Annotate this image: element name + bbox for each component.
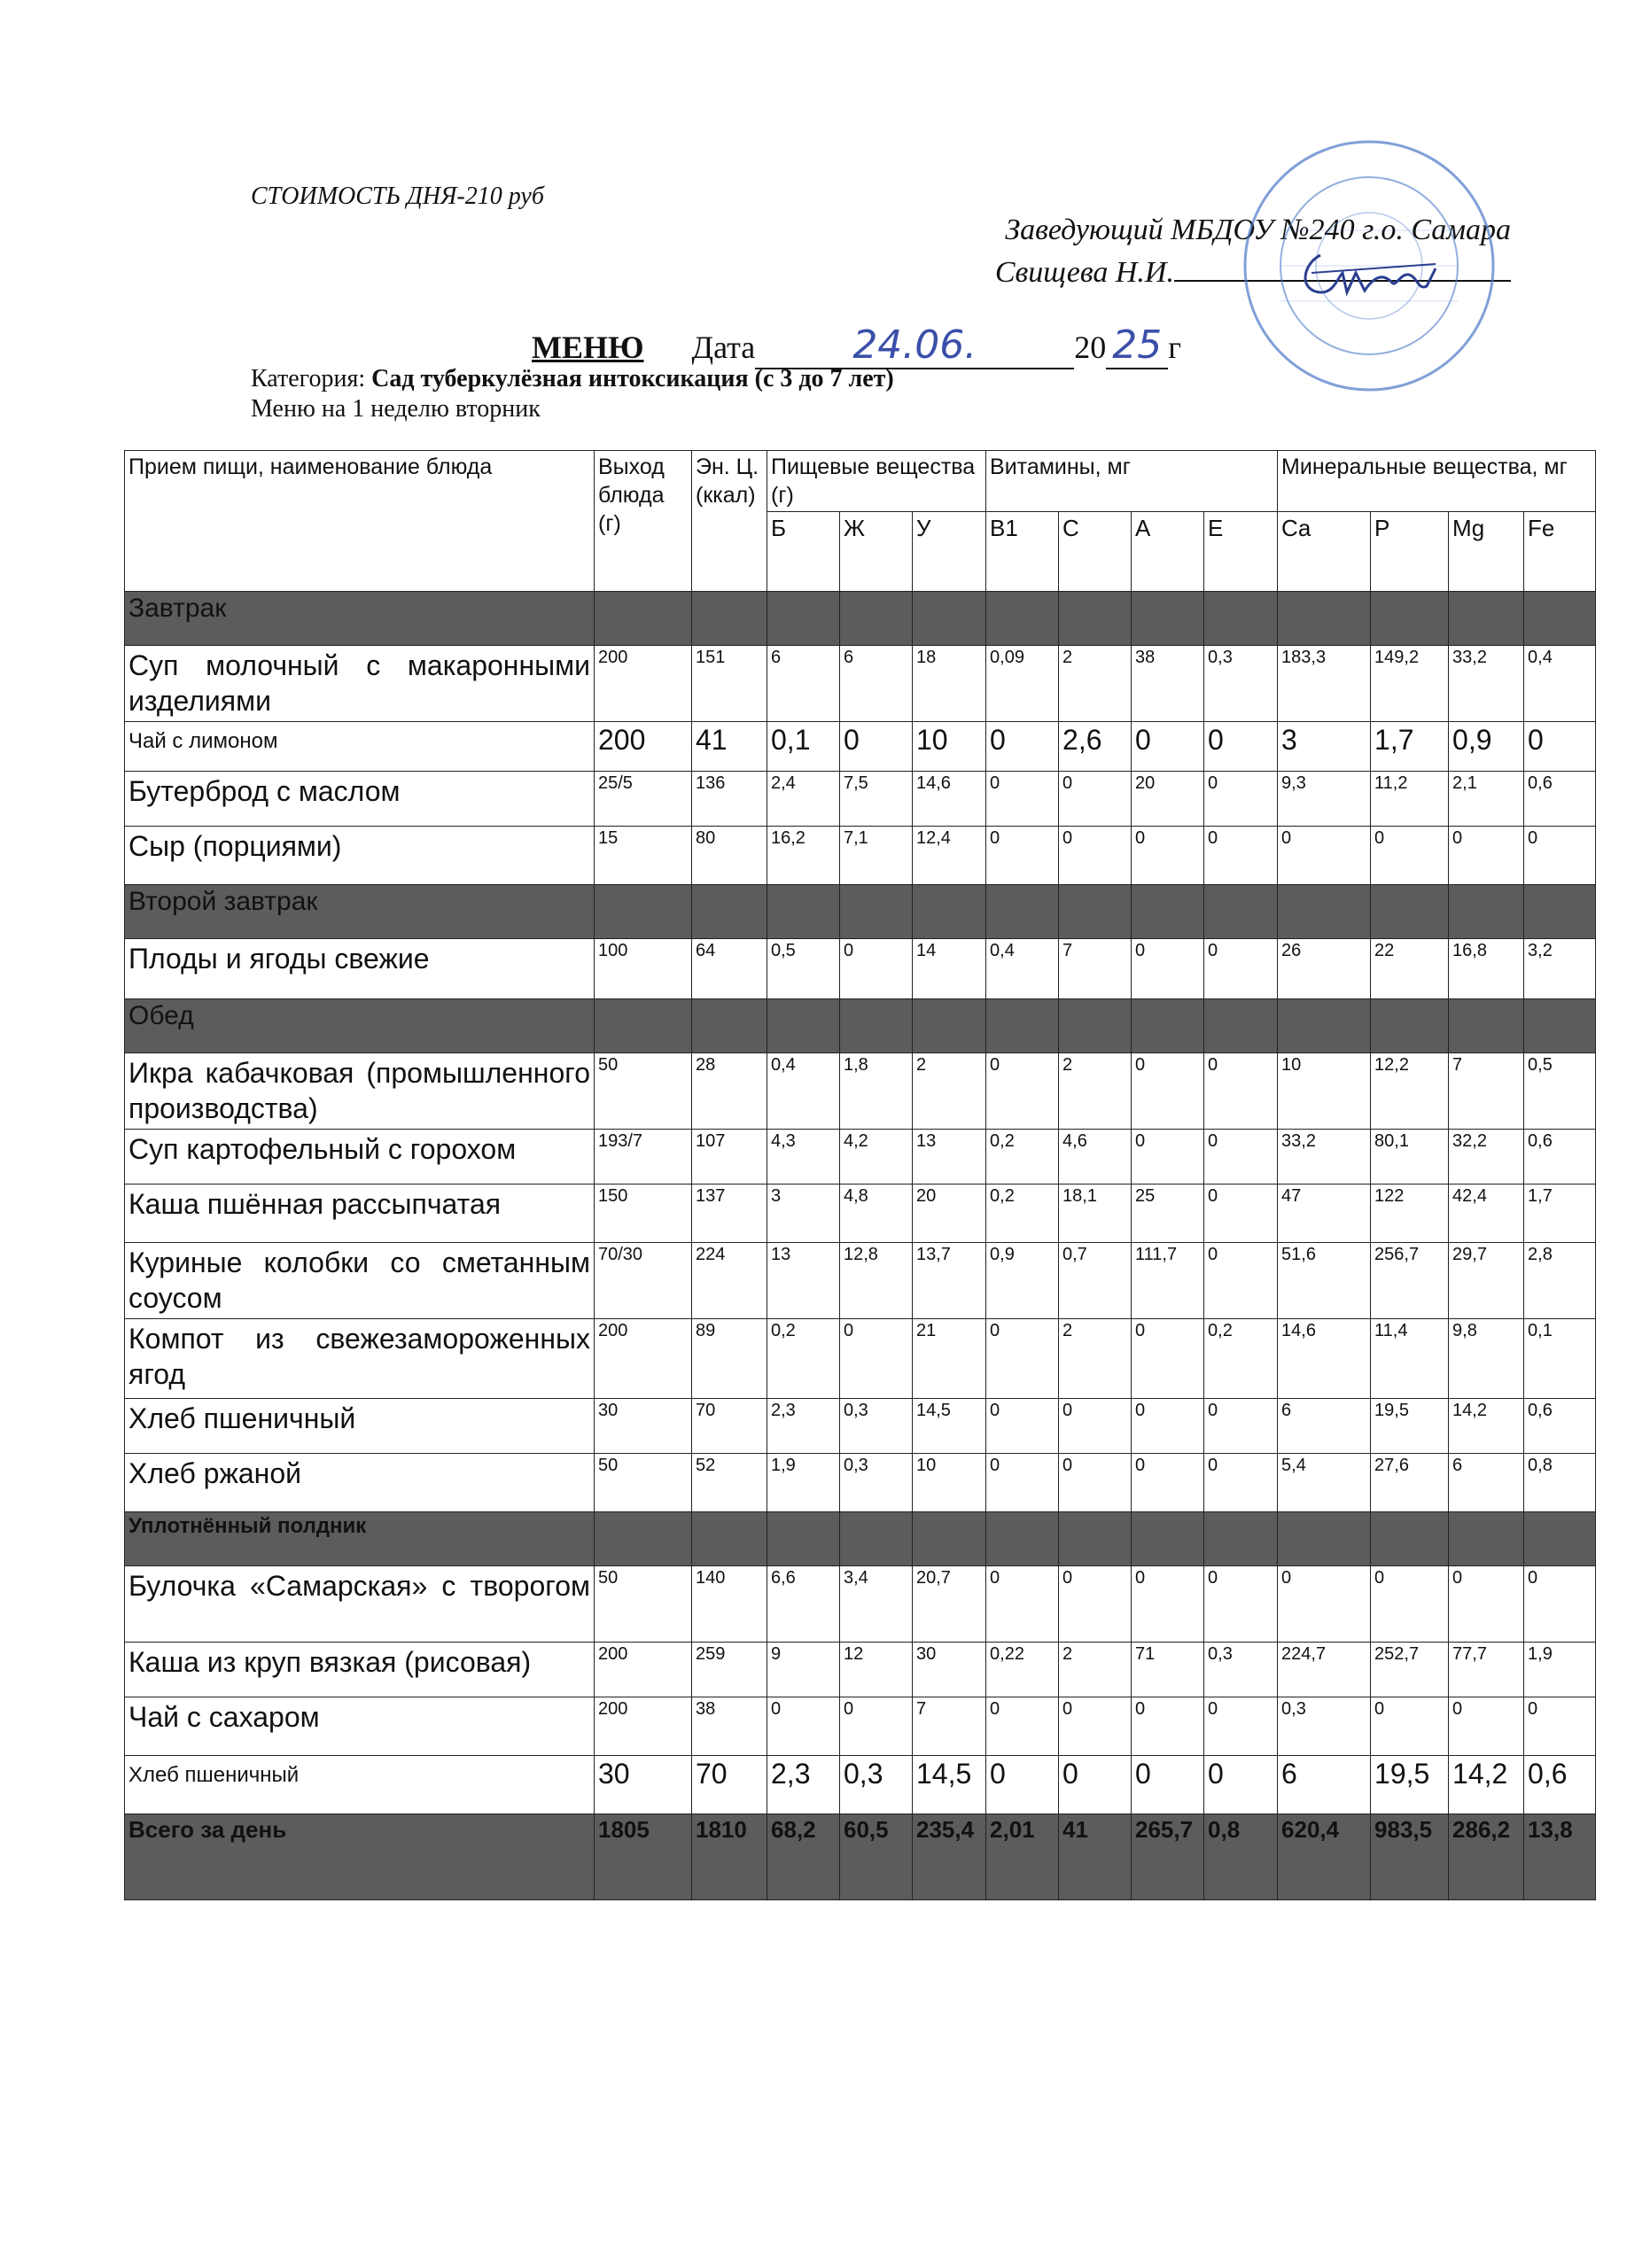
header-vitamins: Витамины, мг (986, 451, 1278, 512)
value-cell: 0 (1524, 1566, 1596, 1643)
value-cell: 2 (1059, 1053, 1132, 1130)
section-label: Обед (125, 999, 595, 1053)
value-cell: 2 (1059, 646, 1132, 722)
table-row (125, 939, 1596, 999)
table-row (125, 722, 1596, 772)
table-row (125, 1130, 1596, 1184)
value-cell: 0 (1059, 1566, 1132, 1643)
dish-name: Хлеб пшеничный (125, 1399, 595, 1454)
value-cell: 14,6 (913, 772, 986, 827)
value-cell: 0 (1132, 1130, 1204, 1184)
value-cell: 28 (692, 1053, 767, 1130)
value-cell: 150 (595, 1184, 692, 1243)
value-cell: 18,1 (1059, 1184, 1132, 1243)
value-cell: 0 (986, 1566, 1059, 1643)
subheader-cell: С (1059, 512, 1132, 592)
value-cell: 0 (1204, 1399, 1278, 1454)
table-row (125, 1566, 1596, 1643)
value-cell: 19,5 (1371, 1756, 1449, 1814)
value-cell: 200 (595, 1319, 692, 1399)
value-cell: 0,3 (1278, 1697, 1371, 1756)
value-cell: 2,4 (767, 772, 840, 827)
value-cell: 6 (1278, 1756, 1371, 1814)
total-cell: 1805 (595, 1814, 692, 1900)
value-cell: 27,6 (1371, 1454, 1449, 1512)
value-cell: 0,9 (1449, 722, 1524, 772)
dish-name: Каша из круп вязкая (рисовая) (125, 1643, 595, 1697)
value-cell: 2 (913, 1053, 986, 1130)
value-cell: 0 (1059, 1454, 1132, 1512)
value-cell: 4,8 (840, 1184, 913, 1243)
value-cell: 71 (1132, 1643, 1204, 1697)
value-cell: 200 (595, 646, 692, 722)
value-cell: 0 (986, 1454, 1059, 1512)
value-cell: 12 (840, 1643, 913, 1697)
value-cell: 0,2 (986, 1184, 1059, 1243)
value-cell: 0 (1204, 1053, 1278, 1130)
value-cell: 0 (986, 1756, 1059, 1814)
value-cell: 0 (1132, 1697, 1204, 1756)
value-cell: 0 (1132, 1756, 1204, 1814)
value-cell: 0 (1278, 827, 1371, 885)
value-cell: 7 (913, 1697, 986, 1756)
value-cell: 14,2 (1449, 1399, 1524, 1454)
table-row (125, 1454, 1596, 1512)
value-cell: 51,6 (1278, 1243, 1371, 1319)
value-cell: 0,2 (1204, 1319, 1278, 1399)
value-cell: 25 (1132, 1184, 1204, 1243)
year-suffix: г (1168, 330, 1182, 365)
value-cell: 6 (767, 646, 840, 722)
value-cell: 1,8 (840, 1053, 913, 1130)
value-cell: 0 (1204, 1184, 1278, 1243)
header-minerals: Минеральные вещества, мг (1278, 451, 1596, 512)
value-cell: 224,7 (1278, 1643, 1371, 1697)
subheader-cell: Ж (840, 512, 913, 592)
value-cell: 0 (1132, 939, 1204, 999)
value-cell: 70/30 (595, 1243, 692, 1319)
value-cell: 12,4 (913, 827, 986, 885)
value-cell: 6 (1449, 1454, 1524, 1512)
value-cell: 0 (1371, 1566, 1449, 1643)
table-row (125, 827, 1596, 885)
value-cell: 0,7 (1059, 1243, 1132, 1319)
value-cell: 25/5 (595, 772, 692, 827)
dish-name: Хлеб пшеничный (125, 1756, 595, 1814)
category-line (251, 365, 894, 393)
date-label: Дата (691, 330, 756, 365)
dish-name: Чай с лимоном (125, 722, 595, 772)
value-cell: 0 (986, 1319, 1059, 1399)
value-cell: 21 (913, 1319, 986, 1399)
value-cell: 0 (1132, 1566, 1204, 1643)
value-cell: 0,3 (840, 1454, 913, 1512)
section-row-lunch (125, 999, 1596, 1053)
dish-name: Куриные колобки со сметанным соусом (125, 1243, 595, 1319)
menu-header (532, 322, 1181, 369)
value-cell: 4,2 (840, 1130, 913, 1184)
year-prefix: 20 (1074, 330, 1107, 365)
section-label: Завтрак (125, 592, 595, 646)
subheader-cell: Б (767, 512, 840, 592)
total-row (125, 1814, 1596, 1900)
value-cell: 256,7 (1371, 1243, 1449, 1319)
value-cell: 136 (692, 772, 767, 827)
value-cell: 0 (986, 1399, 1059, 1454)
value-cell: 0,4 (986, 939, 1059, 999)
value-cell: 3,4 (840, 1566, 913, 1643)
table-row (125, 1184, 1596, 1243)
value-cell: 252,7 (1371, 1643, 1449, 1697)
table-row (125, 772, 1596, 827)
dish-name: Суп картофельный с горохом (125, 1130, 595, 1184)
value-cell: 0,9 (986, 1243, 1059, 1319)
value-cell: 0 (1524, 722, 1596, 772)
subheader-cell: Mg (1449, 512, 1524, 592)
value-cell: 0 (1204, 939, 1278, 999)
value-cell: 30 (913, 1643, 986, 1697)
value-cell: 26 (1278, 939, 1371, 999)
value-cell: 18 (913, 646, 986, 722)
total-cell: 2,01 (986, 1814, 1059, 1900)
value-cell: 0 (1371, 1697, 1449, 1756)
value-cell: 38 (692, 1697, 767, 1756)
value-cell: 0,2 (767, 1319, 840, 1399)
section-row-snack (125, 1512, 1596, 1566)
value-cell: 259 (692, 1643, 767, 1697)
value-cell: 1,9 (767, 1454, 840, 1512)
subheader-cell: У (913, 512, 986, 592)
value-cell: 0,6 (1524, 1399, 1596, 1454)
value-cell: 1,9 (1524, 1643, 1596, 1697)
value-cell: 29,7 (1449, 1243, 1524, 1319)
value-cell: 80,1 (1371, 1130, 1449, 1184)
value-cell: 3 (767, 1184, 840, 1243)
value-cell: 50 (595, 1053, 692, 1130)
value-cell: 33,2 (1449, 646, 1524, 722)
value-cell: 0 (1059, 1697, 1132, 1756)
section-row-breakfast (125, 592, 1596, 646)
value-cell: 3,2 (1524, 939, 1596, 999)
value-cell: 0,6 (1524, 772, 1596, 827)
total-cell: 41 (1059, 1814, 1132, 1900)
value-cell: 200 (595, 722, 692, 772)
value-cell: 9 (767, 1643, 840, 1697)
value-cell: 0 (986, 1697, 1059, 1756)
menu-title: МЕНЮ (532, 330, 644, 365)
signature-image (1294, 237, 1444, 308)
total-cell: 0,8 (1204, 1814, 1278, 1900)
header-yield: Выход блюда (г) (595, 451, 692, 592)
value-cell: 0,22 (986, 1643, 1059, 1697)
subheader-cell: Ca (1278, 512, 1371, 592)
value-cell: 80 (692, 827, 767, 885)
total-cell: 1810 (692, 1814, 767, 1900)
dish-name: Икра кабачковая (промышленного производства) (125, 1053, 595, 1130)
date-value: 24.06. (852, 322, 977, 368)
value-cell: 10 (913, 722, 986, 772)
value-cell: 32,2 (1449, 1130, 1524, 1184)
value-cell: 42,4 (1449, 1184, 1524, 1243)
menu-table (124, 450, 1596, 1900)
week-line: Меню на 1 неделю вторник (251, 395, 541, 423)
value-cell: 6 (840, 646, 913, 722)
value-cell: 0 (986, 827, 1059, 885)
header-dish: Прием пищи, наименование блюда (125, 451, 595, 592)
section-label: Второй завтрак (125, 885, 595, 939)
table-row (125, 1399, 1596, 1454)
value-cell: 20 (913, 1184, 986, 1243)
value-cell: 50 (595, 1454, 692, 1512)
subheader-cell: А (1132, 512, 1204, 592)
value-cell: 0 (1204, 1243, 1278, 1319)
value-cell: 0 (1204, 1697, 1278, 1756)
value-cell: 0 (1204, 1454, 1278, 1512)
value-cell: 47 (1278, 1184, 1371, 1243)
value-cell: 1,7 (1371, 722, 1449, 772)
value-cell: 7 (1449, 1053, 1524, 1130)
director-name: Свищева Н.И. (994, 256, 1174, 289)
value-cell: 11,2 (1371, 772, 1449, 827)
year-field (1106, 322, 1168, 369)
section-row-second-breakfast (125, 885, 1596, 939)
value-cell: 14,5 (913, 1756, 986, 1814)
dish-name: Бутерброд с маслом (125, 772, 595, 827)
value-cell: 0 (840, 939, 913, 999)
category-label: Категория: (251, 365, 372, 392)
value-cell: 19,5 (1371, 1399, 1449, 1454)
value-cell: 0 (767, 1697, 840, 1756)
value-cell: 10 (1278, 1053, 1371, 1130)
value-cell: 7,5 (840, 772, 913, 827)
value-cell: 0,09 (986, 646, 1059, 722)
value-cell: 5,4 (1278, 1454, 1371, 1512)
value-cell: 107 (692, 1130, 767, 1184)
value-cell: 14,2 (1449, 1756, 1524, 1814)
value-cell: 2,8 (1524, 1243, 1596, 1319)
value-cell: 13,7 (913, 1243, 986, 1319)
dish-name: Чай с сахаром (125, 1697, 595, 1756)
value-cell: 0 (1059, 772, 1132, 827)
value-cell: 6,6 (767, 1566, 840, 1643)
value-cell: 0 (986, 1053, 1059, 1130)
value-cell: 20,7 (913, 1566, 986, 1643)
value-cell: 22 (1371, 939, 1449, 999)
value-cell: 137 (692, 1184, 767, 1243)
total-cell: 265,7 (1132, 1814, 1204, 1900)
value-cell: 0,5 (767, 939, 840, 999)
value-cell: 200 (595, 1697, 692, 1756)
header-energy: Эн. Ц. (ккал) (692, 451, 767, 592)
subheader-cell: Е (1204, 512, 1278, 592)
value-cell: 149,2 (1371, 646, 1449, 722)
value-cell: 2,3 (767, 1399, 840, 1454)
header-nutrients: Пищевые вещества (г) (767, 451, 986, 512)
value-cell: 2 (1059, 1319, 1132, 1399)
total-cell: 983,5 (1371, 1814, 1449, 1900)
value-cell: 16,2 (767, 827, 840, 885)
value-cell: 0,3 (840, 1756, 913, 1814)
value-cell: 0,8 (1524, 1454, 1596, 1512)
value-cell: 0,4 (767, 1053, 840, 1130)
value-cell: 224 (692, 1243, 767, 1319)
subheader-cell: Fe (1524, 512, 1596, 592)
value-cell: 77,7 (1449, 1643, 1524, 1697)
value-cell: 16,8 (1449, 939, 1524, 999)
value-cell: 100 (595, 939, 692, 999)
value-cell: 0 (1132, 1053, 1204, 1130)
value-cell: 0 (1204, 827, 1278, 885)
dish-name: Плоды и ягоды свежие (125, 939, 595, 999)
value-cell: 7,1 (840, 827, 913, 885)
value-cell: 50 (595, 1566, 692, 1643)
table-row (125, 1053, 1596, 1130)
value-cell: 111,7 (1132, 1243, 1204, 1319)
section-label: Уплотнённый полдник (125, 1512, 595, 1566)
value-cell: 0 (840, 1697, 913, 1756)
value-cell: 2,3 (767, 1756, 840, 1814)
value-cell: 0 (1449, 1566, 1524, 1643)
header-row (125, 451, 1596, 512)
value-cell: 0,1 (767, 722, 840, 772)
value-cell: 14,6 (1278, 1319, 1371, 1399)
value-cell: 30 (595, 1399, 692, 1454)
total-cell: 60,5 (840, 1814, 913, 1900)
value-cell: 0 (1132, 1319, 1204, 1399)
value-cell: 9,3 (1278, 772, 1371, 827)
table-row (125, 1697, 1596, 1756)
day-cost: СТОИМОСТЬ ДНЯ-210 руб (251, 183, 544, 210)
dish-name: Суп молочный с макаронными изделиями (125, 646, 595, 722)
value-cell: 151 (692, 646, 767, 722)
value-cell: 14,5 (913, 1399, 986, 1454)
value-cell: 41 (692, 722, 767, 772)
value-cell: 2,6 (1059, 722, 1132, 772)
value-cell: 52 (692, 1454, 767, 1512)
table-row (125, 646, 1596, 722)
year-value: 25 (1112, 322, 1163, 368)
value-cell: 0,4 (1524, 646, 1596, 722)
value-cell: 0,1 (1524, 1319, 1596, 1399)
value-cell: 7 (1059, 939, 1132, 999)
value-cell: 0 (986, 722, 1059, 772)
value-cell: 0 (1132, 722, 1204, 772)
dish-name: Компот из свежезамороженных ягод (125, 1319, 595, 1399)
subheader-cell: В1 (986, 512, 1059, 592)
value-cell: 33,2 (1278, 1130, 1371, 1184)
value-cell: 12,8 (840, 1243, 913, 1319)
value-cell: 89 (692, 1319, 767, 1399)
value-cell: 0,5 (1524, 1053, 1596, 1130)
value-cell: 0 (1059, 1399, 1132, 1454)
total-label: Всего за день (125, 1814, 595, 1900)
total-cell: 68,2 (767, 1814, 840, 1900)
value-cell: 0 (1059, 1756, 1132, 1814)
dish-name: Хлеб ржаной (125, 1454, 595, 1512)
value-cell: 0 (986, 772, 1059, 827)
subheader-cell: P (1371, 512, 1449, 592)
value-cell: 0,3 (840, 1399, 913, 1454)
value-cell: 183,3 (1278, 646, 1371, 722)
value-cell: 193/7 (595, 1130, 692, 1184)
category-value: Сад туберкулёзная интоксикация (с 3 до 7 лет) (371, 365, 894, 392)
value-cell: 0 (1524, 827, 1596, 885)
value-cell: 0 (1132, 827, 1204, 885)
value-cell: 0 (1204, 1566, 1278, 1643)
value-cell: 0 (1449, 827, 1524, 885)
value-cell: 12,2 (1371, 1053, 1449, 1130)
value-cell: 4,6 (1059, 1130, 1132, 1184)
value-cell: 10 (913, 1454, 986, 1512)
value-cell: 0 (840, 1319, 913, 1399)
value-cell: 0 (1204, 1130, 1278, 1184)
value-cell: 0 (1132, 1399, 1204, 1454)
value-cell: 0 (1371, 827, 1449, 885)
value-cell: 0 (840, 722, 913, 772)
value-cell: 0,3 (1204, 646, 1278, 722)
total-cell: 13,8 (1524, 1814, 1596, 1900)
value-cell: 3 (1278, 722, 1371, 772)
value-cell: 9,8 (1449, 1319, 1524, 1399)
value-cell: 64 (692, 939, 767, 999)
date-field (755, 322, 1074, 369)
value-cell: 0,6 (1524, 1130, 1596, 1184)
value-cell: 122 (1371, 1184, 1449, 1243)
value-cell: 0 (1204, 1756, 1278, 1814)
value-cell: 0,6 (1524, 1756, 1596, 1814)
value-cell: 11,4 (1371, 1319, 1449, 1399)
value-cell: 30 (595, 1756, 692, 1814)
value-cell: 13 (913, 1130, 986, 1184)
value-cell: 0 (1449, 1697, 1524, 1756)
value-cell: 13 (767, 1243, 840, 1319)
value-cell: 0 (1204, 772, 1278, 827)
dish-name: Булочка «Самарская» с творогом (125, 1566, 595, 1643)
director-title: Заведующий МБДОУ №240 г.о. Самара (1005, 214, 1511, 246)
dish-name: Каша пшённая рассыпчатая (125, 1184, 595, 1243)
value-cell: 0 (1278, 1566, 1371, 1643)
value-cell: 0 (1524, 1697, 1596, 1756)
value-cell: 70 (692, 1399, 767, 1454)
value-cell: 0,3 (1204, 1643, 1278, 1697)
value-cell: 2 (1059, 1643, 1132, 1697)
value-cell: 0 (1059, 827, 1132, 885)
value-cell: 20 (1132, 772, 1204, 827)
value-cell: 4,3 (767, 1130, 840, 1184)
value-cell: 0 (1204, 722, 1278, 772)
value-cell: 6 (1278, 1399, 1371, 1454)
value-cell: 14 (913, 939, 986, 999)
total-cell: 235,4 (913, 1814, 986, 1900)
value-cell: 70 (692, 1756, 767, 1814)
value-cell: 0,2 (986, 1130, 1059, 1184)
table-row (125, 1643, 1596, 1697)
value-cell: 200 (595, 1643, 692, 1697)
value-cell: 38 (1132, 646, 1204, 722)
value-cell: 15 (595, 827, 692, 885)
total-cell: 620,4 (1278, 1814, 1371, 1900)
dish-name: Сыр (порциями) (125, 827, 595, 885)
value-cell: 2,1 (1449, 772, 1524, 827)
value-cell: 1,7 (1524, 1184, 1596, 1243)
total-cell: 286,2 (1449, 1814, 1524, 1900)
value-cell: 0 (1132, 1454, 1204, 1512)
table-row (125, 1243, 1596, 1319)
table-row (125, 1319, 1596, 1399)
value-cell: 140 (692, 1566, 767, 1643)
table-row (125, 1756, 1596, 1814)
